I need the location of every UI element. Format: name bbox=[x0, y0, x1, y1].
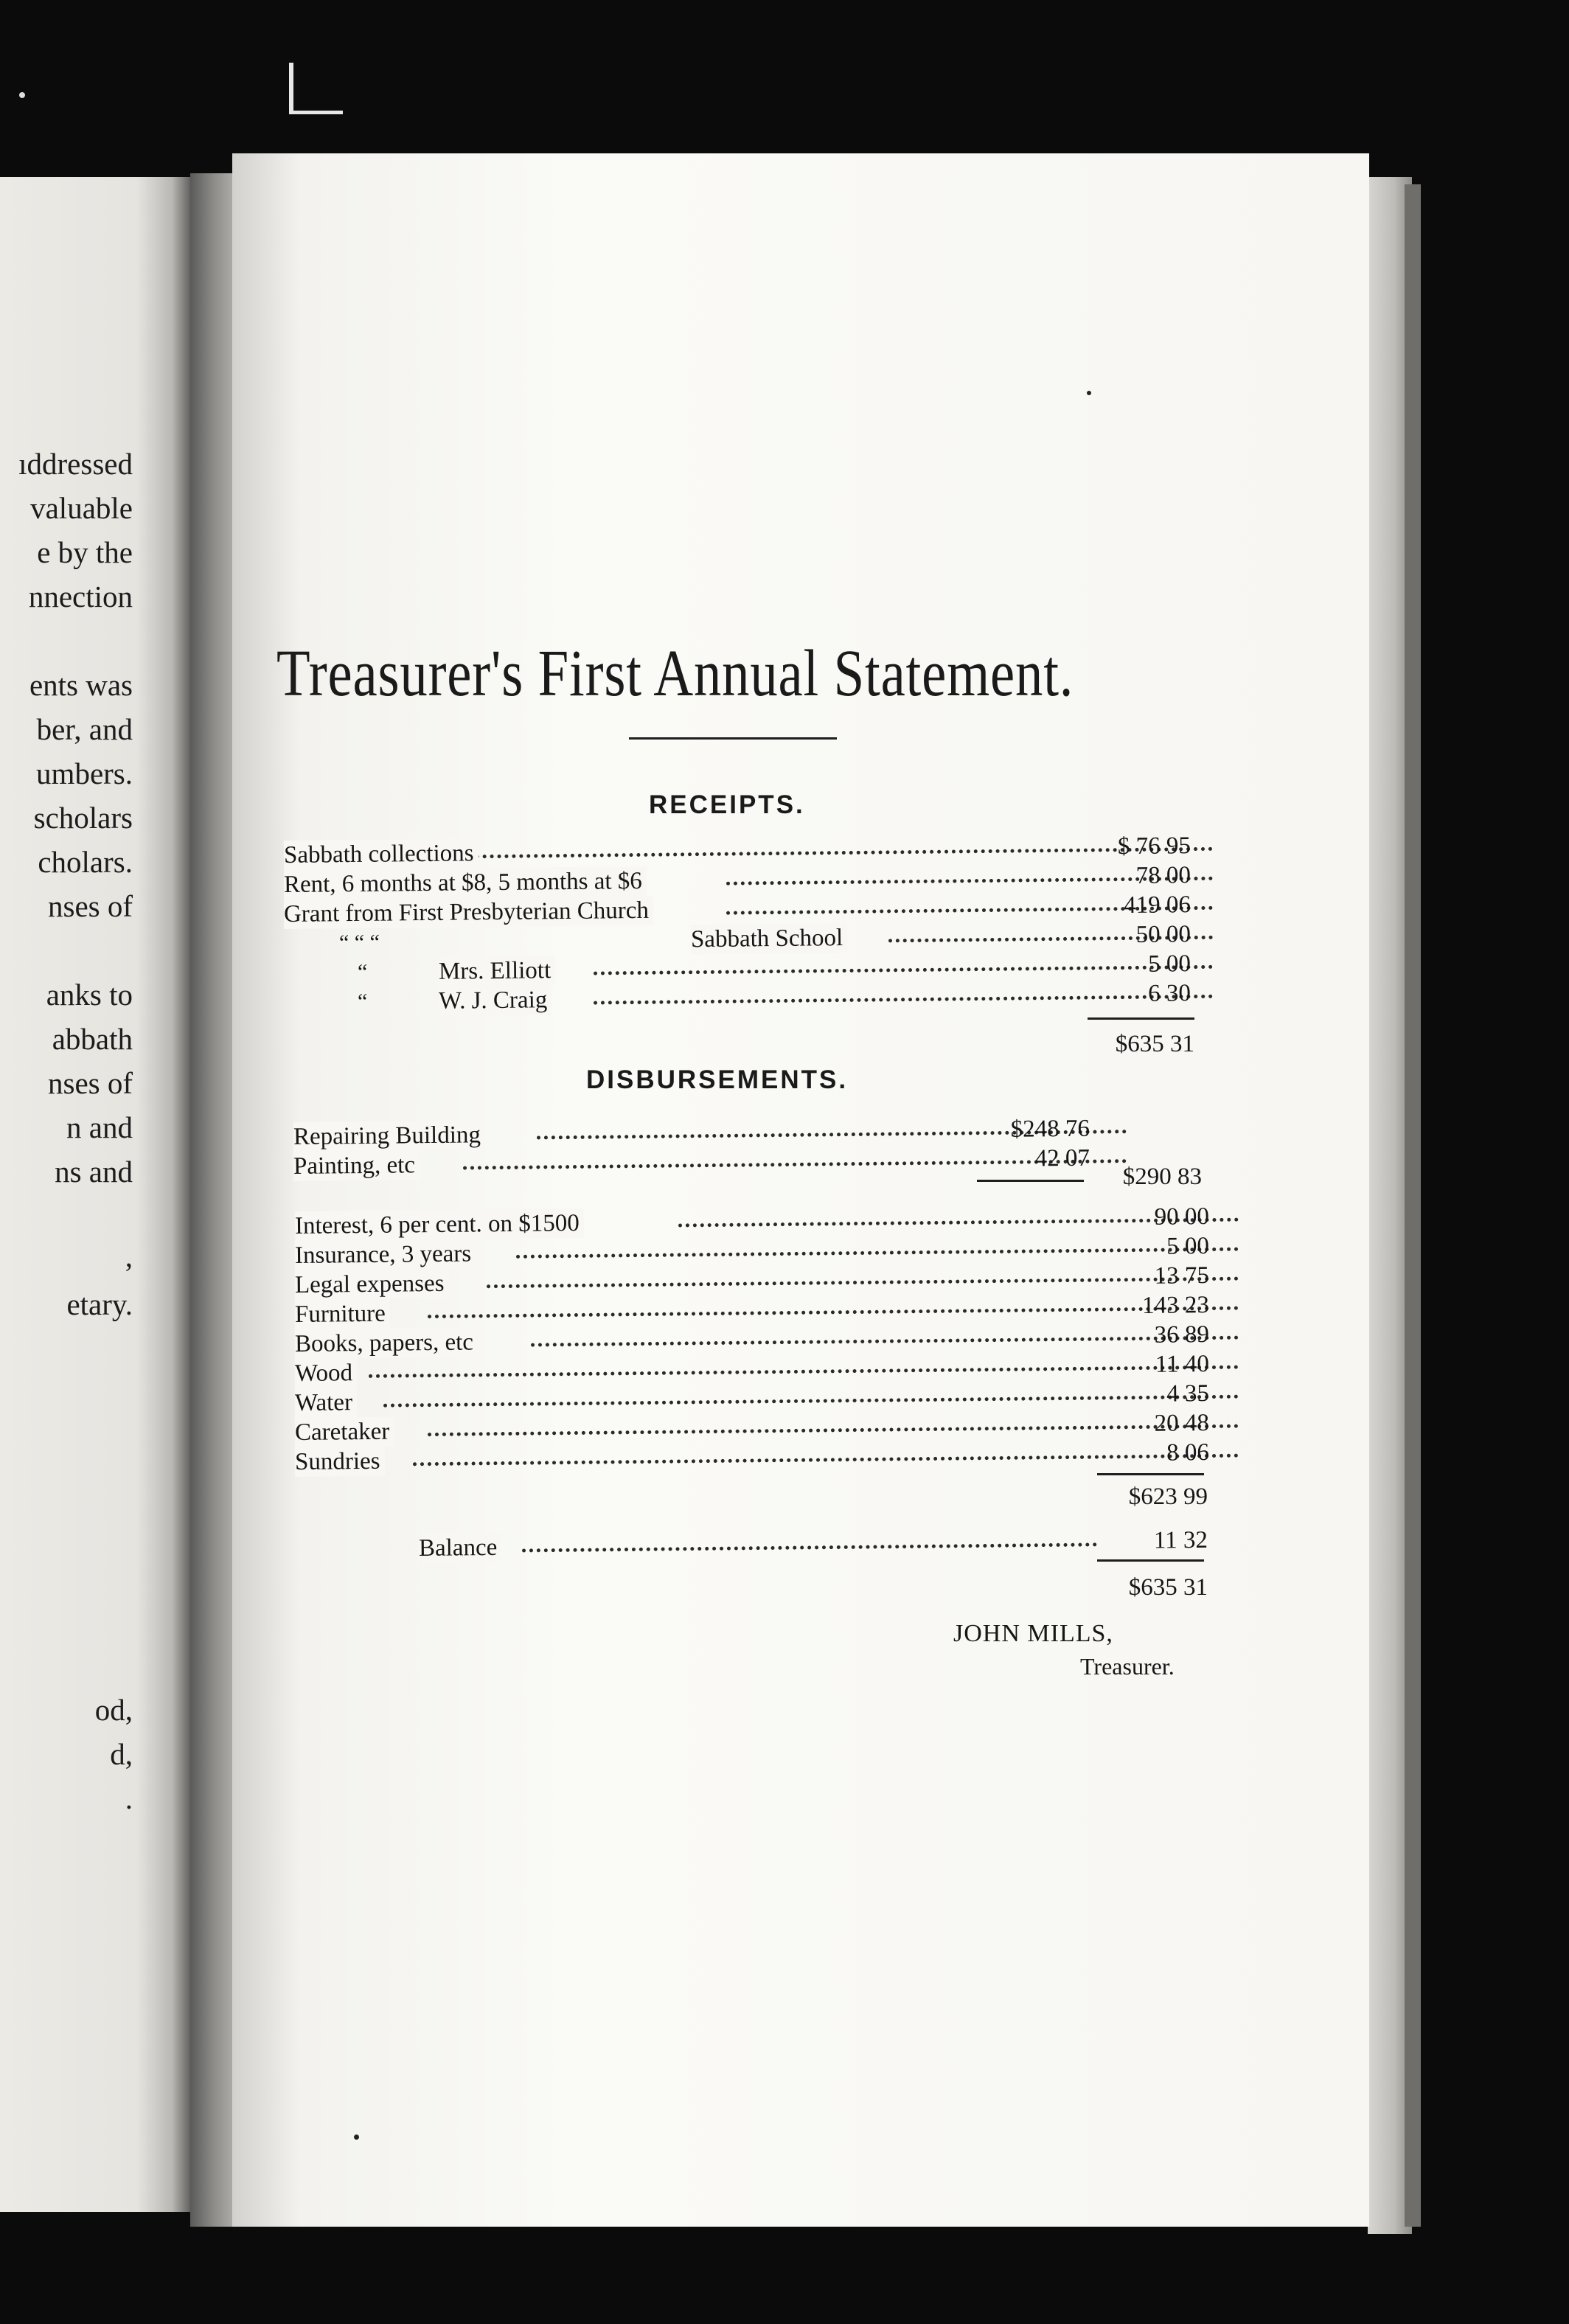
left-text-line: nnection bbox=[28, 580, 133, 613]
receipt-label: Grant from First Presbyterian Church bbox=[284, 896, 653, 929]
receipt-amount: 5 00 bbox=[1147, 950, 1191, 978]
left-text-line: ents was bbox=[29, 668, 133, 702]
disbursement-label: Caretaker bbox=[295, 1417, 394, 1447]
left-text-line: cholars. bbox=[38, 845, 133, 879]
group-sum-rule bbox=[977, 1180, 1084, 1182]
receipt-amount: 50 00 bbox=[1135, 921, 1191, 948]
left-text-line: scholars bbox=[33, 801, 133, 835]
disbursement-amount: 143 23 bbox=[1141, 1292, 1210, 1319]
left-text-line: nses of bbox=[47, 1066, 133, 1100]
disbursements-heading: DISBURSEMENTS. bbox=[586, 1065, 849, 1094]
left-text-line: od, bbox=[94, 1693, 133, 1727]
left-text-line: valuable bbox=[30, 491, 133, 525]
receipts-total: $635 31 bbox=[1115, 1031, 1194, 1057]
disbursement-label: Painting, etc bbox=[293, 1150, 420, 1181]
disbursement-amount: 13 75 bbox=[1154, 1262, 1210, 1290]
disbursement-label: Repairing Building bbox=[293, 1120, 485, 1152]
balance-amount: 11 32 bbox=[1153, 1526, 1208, 1554]
left-text-line: umbers. bbox=[36, 756, 133, 790]
left-text-line: , bbox=[125, 1239, 133, 1273]
disbursement-amount: 5 00 bbox=[1166, 1233, 1210, 1260]
left-text-line: ıddressed bbox=[18, 447, 133, 481]
disbursement-amount: 20 48 bbox=[1154, 1410, 1210, 1437]
disbursement-label: Wood bbox=[295, 1358, 357, 1388]
disbursement-amount: 36 89 bbox=[1154, 1321, 1210, 1349]
left-text-line: e by the bbox=[37, 535, 133, 569]
receipt-amount: 6 30 bbox=[1147, 980, 1191, 1007]
scan-mark bbox=[289, 63, 293, 114]
title-rule bbox=[629, 737, 837, 740]
disbursement-amount: 11 40 bbox=[1155, 1351, 1210, 1378]
signatory-title: Treasurer. bbox=[1080, 1653, 1175, 1680]
page-title: Treasurer's First Annual Statement. bbox=[276, 637, 1074, 710]
left-text-line: n and bbox=[66, 1110, 133, 1144]
receipt-amount: 419 06 bbox=[1123, 891, 1191, 919]
left-text-line: abbath bbox=[52, 1022, 133, 1056]
disbursement-label: Insurance, 3 years bbox=[295, 1239, 476, 1270]
receipt-amount: $ 76 95 bbox=[1117, 832, 1191, 860]
disbursement-amount: $248 76 bbox=[1010, 1115, 1090, 1143]
speck bbox=[354, 2135, 359, 2140]
disbursement-label: Sundries bbox=[295, 1447, 385, 1477]
disbursement-label: Books, papers, etc bbox=[295, 1327, 478, 1359]
disbursement-label: Interest, 6 per cent. on $1500 bbox=[295, 1208, 584, 1241]
receipts-sum-rule bbox=[1088, 1017, 1194, 1020]
disbursement-amount: 4 35 bbox=[1166, 1380, 1210, 1408]
receipt-label: Mrs. Elliott bbox=[439, 956, 556, 987]
left-text-line: . bbox=[125, 1781, 133, 1815]
ditto-marks: “ bbox=[357, 959, 368, 984]
disbursement-label: Water bbox=[295, 1388, 357, 1418]
balance-label: Balance bbox=[419, 1533, 502, 1563]
receipt-label: W. J. Craig bbox=[439, 985, 552, 1016]
speck bbox=[1087, 391, 1091, 395]
disbursement-amount: 42 07 bbox=[1034, 1144, 1090, 1172]
left-page bbox=[0, 177, 195, 2212]
left-text-line: ber, and bbox=[36, 712, 133, 746]
page-edge-shadow bbox=[1405, 184, 1421, 2227]
disbursement-amount: 8 06 bbox=[1166, 1439, 1210, 1467]
disbursement-label: Furniture bbox=[295, 1299, 390, 1329]
receipt-label: Rent, 6 months at $8, 5 months at $6 bbox=[284, 866, 647, 900]
receipt-amount: 78 00 bbox=[1135, 862, 1191, 889]
disbursements-total: $623 99 bbox=[1128, 1483, 1208, 1510]
ditto-marks: “ “ “ bbox=[338, 930, 380, 956]
left-text-line: d, bbox=[110, 1737, 133, 1771]
disbursement-label: Legal expenses bbox=[295, 1269, 449, 1300]
dot-leader bbox=[522, 1542, 1097, 1552]
receipt-label: Sabbath School bbox=[691, 923, 848, 954]
left-text-line: anks to bbox=[46, 978, 133, 1012]
grand-sum-rule bbox=[1097, 1559, 1204, 1562]
disbursement-amount: 90 00 bbox=[1154, 1203, 1210, 1231]
left-text-line: etary. bbox=[66, 1287, 133, 1321]
ditto-marks: “ bbox=[357, 989, 368, 1014]
receipt-label: Sabbath collections bbox=[284, 838, 479, 870]
left-text-line: nses of bbox=[47, 889, 133, 923]
scan-mark bbox=[291, 111, 343, 114]
group-total: $290 83 bbox=[1122, 1163, 1202, 1190]
grand-total: $635 31 bbox=[1128, 1574, 1208, 1601]
disbursements-sum-rule bbox=[1097, 1473, 1204, 1475]
speck bbox=[19, 92, 25, 98]
signatory-name: JOHN MILLS, bbox=[953, 1620, 1113, 1647]
left-text-line: ns and bbox=[55, 1155, 133, 1189]
receipts-heading: RECEIPTS. bbox=[649, 790, 805, 819]
